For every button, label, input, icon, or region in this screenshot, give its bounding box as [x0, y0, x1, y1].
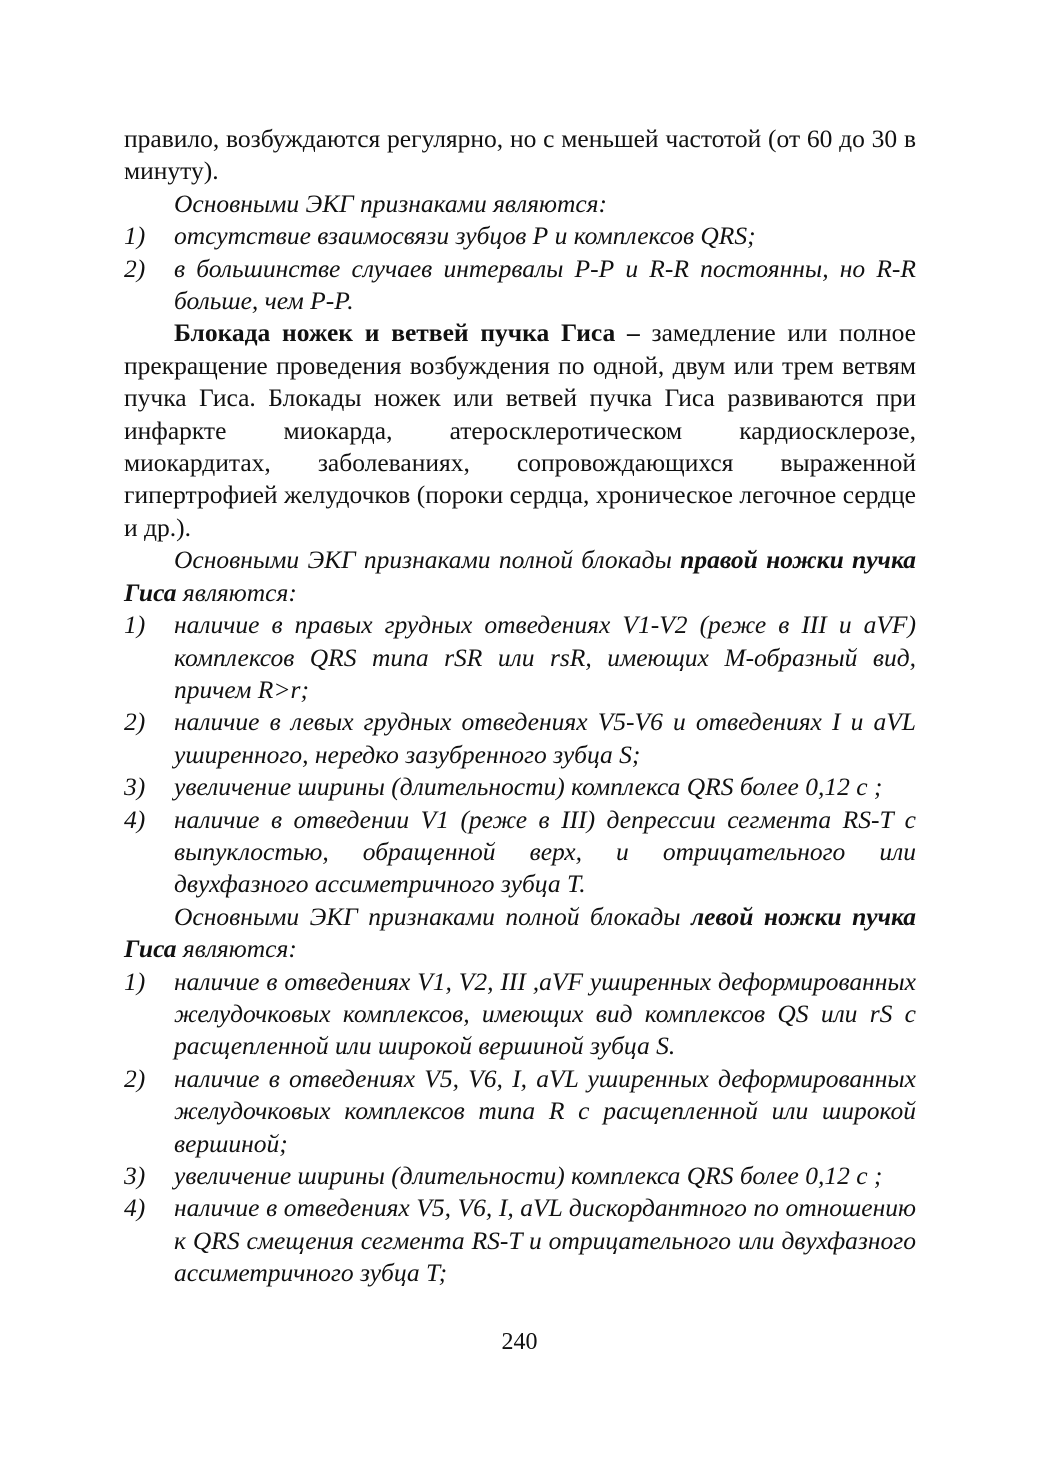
lead-bold-term: левой ножки пучка Гиса	[124, 901, 916, 964]
list-text: в большинстве случаев интервалы Р-Р и R-R постоянны, но R-R больше, чем Р-Р.	[174, 253, 916, 316]
list-number: 2)	[124, 1063, 146, 1093]
lead-text: являются:	[176, 577, 297, 607]
list-text: наличие в отведениях V5, V6, I, aVL уширенных деформированных желудочковых комплексов типа R с расщепленной или широкой вершиной;	[174, 1063, 916, 1158]
list-number: 3)	[124, 772, 146, 802]
list-number: 1)	[124, 610, 146, 640]
list-text: увеличение ширины (длительности) комплекса QRS более 0,12 с ;	[174, 772, 883, 802]
right-bundle-lead	[124, 544, 916, 609]
list-item	[124, 804, 916, 901]
list-text: отсутствие взаимосвязи зубцов Р и комплексов QRS;	[174, 221, 756, 251]
list-item	[124, 220, 916, 252]
lead-text: являются:	[176, 934, 297, 964]
list-number: 1)	[124, 966, 146, 996]
list-item	[124, 706, 916, 771]
list-item	[124, 253, 916, 318]
list-text: наличие в левых грудных отведениях V5-V6 и отведениях I и aVL уширенного, нередко зазубренного зубца S;	[174, 707, 916, 769]
list-number: 2)	[124, 707, 146, 737]
list-item	[124, 1160, 916, 1192]
list-number: 3)	[124, 1161, 146, 1190]
list-text: увеличение ширины (длительности) комплекса QRS более 0,12 с ;	[174, 1161, 883, 1190]
list-item	[124, 1063, 916, 1160]
list-item	[124, 609, 916, 706]
list-number: 1)	[124, 221, 146, 251]
bundle-block-definition: замедление или полное прекращение проведения возбуждения по одной, двум или трем ветвям пучка Гиса. Блокады ножек или ветвей пучка Гиса развиваются при инфаркте миокарда, атеросклеротическом кардиосклерозе, миокардитах, заболеваниях, сопровождающихся выраженной гипертрофией желудочков (пороки сердца, хроническое легочное сердце и др.).	[124, 318, 916, 542]
list-number: 2)	[124, 253, 146, 283]
lead-bold-term: правой ножки пучка Гиса	[124, 545, 916, 607]
page-number: 240	[501, 1329, 538, 1355]
lead-text: Основными ЭКГ признаками полной блокады	[174, 901, 692, 931]
intro-paragraph: правило, возбуждаются регулярно, но с меньшей частотой (от 60 до 30 в минуту).	[124, 124, 916, 186]
list-text: наличие в правых грудных отведениях V1-V2 (реже в III и aVF) комплексов QRS типа rSR или rsR, имеющих M-образный вид, причем R>r;	[174, 610, 916, 704]
list-item	[124, 966, 916, 1063]
list-text: наличие в отведениях V1, V2, III ,aVF уширенных деформированных желудочковых комплексов, имеющих вид комплексов QS или rS с расщепленной или широкой вершиной зубца S.	[174, 966, 916, 1061]
list-item	[124, 771, 916, 803]
list-number: 4)	[124, 804, 146, 834]
list-item	[124, 1192, 916, 1289]
list-number: 4)	[124, 1193, 146, 1223]
page-body	[124, 123, 916, 1290]
left-bundle-lead	[124, 901, 916, 966]
bundle-block-term: Блокада ножек и ветвей пучка Гиса –	[174, 318, 640, 348]
av-block-lead: Основными ЭКГ признаками являются:	[174, 188, 608, 218]
bundle-block-paragraph	[124, 317, 916, 544]
list-text: наличие в отведениях V5, V6, I, aVL дискордантного по отношению к QRS смещения сегмента RS-T и отрицательного или двухфазного ассиметричного зубца T;	[174, 1193, 916, 1288]
list-text: наличие в отведении V1 (реже в III) депрессии сегмента RS-T с выпуклостью, обращенной верх, и отрицательного или двухфазного ассиметричного зубца T.	[174, 804, 916, 899]
lead-text: Основными ЭКГ признаками полной блокады	[174, 545, 681, 575]
